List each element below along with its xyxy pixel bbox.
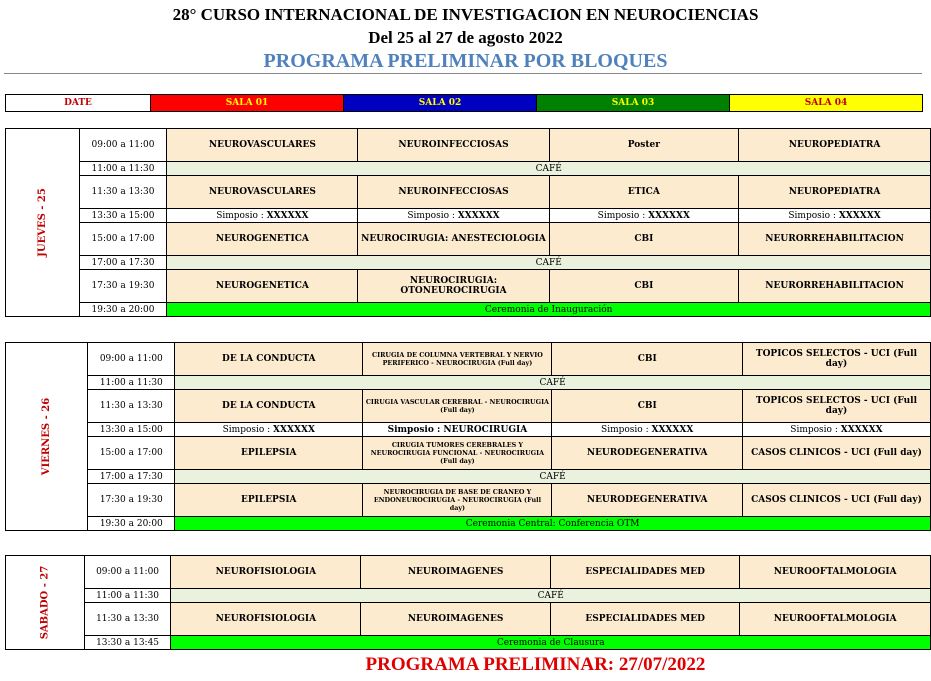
schedule-row	[6, 423, 931, 437]
session-sala-04: NEUROOFTALMOLOGIA	[740, 556, 931, 589]
symposium-topic: XXXXXX	[838, 210, 881, 221]
session-sala-04: TOPICOS SELECTOS - UCI (Full day)	[742, 390, 930, 423]
session-sala-04: CASOS CLINICOS - UCI (Full day)	[742, 484, 930, 517]
time-slot: 11:30 a 13:30	[88, 390, 175, 423]
day-block	[5, 555, 931, 650]
day-label	[6, 343, 88, 531]
session-sala-02: CIRUGIA TUMORES CEREBRALES Y NEUROCIRUGIA FUNCIONAL - NEUROCIRUGIA (Full day)	[363, 437, 552, 470]
schedule-row	[6, 343, 931, 376]
session-sala-02: CIRUGIA VASCULAR CEREBRAL - NEUROCIRUGIA (Full day)	[363, 390, 552, 423]
column-header-row	[5, 94, 923, 112]
time-slot: 09:00 a 11:00	[84, 556, 171, 589]
session-sala-03: ETICA	[549, 176, 739, 209]
session-sala-01: NEUROGENETICA	[167, 223, 358, 256]
schedule-row	[6, 437, 931, 470]
schedule-row	[6, 517, 931, 531]
page-title: 28° CURSO INTERNACIONAL DE INVESTIGACION EN NEUROCIENCIAS	[172, 5, 759, 24]
time-slot: 11:00 a 11:30	[88, 376, 175, 390]
session-sala-02: NEUROCIRUGIA: ANESTECIOLOGIA	[358, 223, 549, 256]
coffee-break: CAFÉ	[175, 470, 931, 484]
schedule-row	[6, 636, 931, 650]
schedule-row	[6, 176, 931, 209]
time-slot: 19:30 a 20:00	[79, 303, 167, 317]
symposium-topic: XXXXXX	[266, 210, 309, 221]
time-slot: 13:30 a 15:00	[79, 209, 167, 223]
day-label-text: SABADO - 27	[39, 565, 51, 640]
session-sala-01: NEUROVASCULARES	[167, 176, 358, 209]
day-block	[5, 128, 931, 317]
time-slot: 11:00 a 11:30	[84, 589, 171, 603]
symposium-sala-04	[742, 423, 930, 437]
session-sala-02: NEUROINFECCIOSAS	[358, 129, 549, 162]
session-sala-03: NEURODEGENERATIVA	[552, 437, 742, 470]
ceremony: Ceremonia de Inauguración	[167, 303, 931, 317]
header-date: DATE	[6, 95, 151, 112]
title-divider	[4, 73, 922, 74]
symposium-sala-04	[739, 209, 931, 223]
symposium-sala-03	[552, 423, 742, 437]
day-label	[6, 129, 80, 317]
schedule-row	[6, 556, 931, 589]
header-sala-01: SALA 01	[151, 95, 344, 112]
session-sala-01: NEUROVASCULARES	[167, 129, 358, 162]
schedule-row	[6, 589, 931, 603]
session-sala-02: NEUROINFECCIOSAS	[358, 176, 549, 209]
symposium-sala-01	[175, 423, 363, 437]
footer-note: PROGRAMA PRELIMINAR: 27/07/2022	[365, 654, 706, 675]
day-label-text: JUEVES - 25	[36, 188, 48, 257]
session-sala-01: EPILEPSIA	[175, 437, 363, 470]
session-sala-01: NEUROGENETICA	[167, 270, 358, 303]
coffee-break: CAFÉ	[171, 589, 931, 603]
event-dates: Del 25 al 27 de agosto 2022	[368, 28, 563, 47]
schedule-row	[6, 162, 931, 176]
header-sala-04: SALA 04	[730, 95, 923, 112]
symposium-topic: XXXXXX	[273, 424, 315, 435]
coffee-break: CAFÉ	[175, 376, 931, 390]
schedule-row	[6, 303, 931, 317]
schedule-row	[6, 223, 931, 256]
time-slot: 11:00 a 11:30	[79, 162, 167, 176]
session-sala-03: CBI	[552, 343, 742, 376]
symposium-sala-02	[363, 423, 552, 437]
session-sala-04: NEUROOFTALMOLOGIA	[740, 603, 931, 636]
schedule-row	[6, 209, 931, 223]
time-slot: 17:30 a 19:30	[88, 484, 175, 517]
symposium-label: Simposio :	[222, 424, 274, 435]
session-sala-03: CBI	[549, 270, 739, 303]
schedule-row	[6, 603, 931, 636]
time-slot: 09:00 a 11:00	[79, 129, 167, 162]
time-slot: 19:30 a 20:00	[88, 517, 175, 531]
time-slot: 13:30 a 13:45	[84, 636, 171, 650]
session-sala-02: NEUROCIRUGIA DE BASE DE CRANEO Y ENDONEUROCIRUGIA - NEUROCIRUGIA (Full day)	[363, 484, 552, 517]
time-slot: 11:30 a 13:30	[84, 603, 171, 636]
time-slot: 13:30 a 15:00	[88, 423, 175, 437]
day-block	[5, 342, 931, 531]
symposium-label: Simposio :	[788, 210, 839, 221]
session-sala-04: TOPICOS SELECTOS - UCI (Full day)	[742, 343, 930, 376]
schedule-row	[6, 270, 931, 303]
session-sala-03: NEURODEGENERATIVA	[552, 484, 742, 517]
symposium-label: Simposio :	[601, 424, 652, 435]
ceremony: Ceremonia Central: Conferencia OTM	[175, 517, 931, 531]
time-slot: 17:00 a 17:30	[79, 256, 167, 270]
session-sala-04: NEUROPEDIATRA	[739, 129, 931, 162]
symposium-label: Simposio :	[790, 424, 841, 435]
page-subtitle: PROGRAMA PRELIMINAR POR BLOQUES	[263, 50, 668, 72]
symposium-label: Simposio :	[216, 210, 267, 221]
session-sala-03: ESPECIALIDADES MED	[550, 603, 739, 636]
session-sala-04: NEUROPEDIATRA	[739, 176, 931, 209]
time-slot: 09:00 a 11:00	[88, 343, 175, 376]
schedule-row	[6, 390, 931, 423]
time-slot: 17:30 a 19:30	[79, 270, 167, 303]
symposium-label: Simposio :	[597, 210, 649, 221]
schedule-row	[6, 470, 931, 484]
session-sala-04: NEURORREHABILITACION	[739, 223, 931, 256]
symposium-topic: XXXXXX	[651, 424, 694, 435]
schedule-row	[6, 129, 931, 162]
session-sala-01: NEUROFISIOLOGIA	[171, 603, 361, 636]
session-sala-02: NEUROIMAGENES	[361, 603, 551, 636]
session-sala-01: DE LA CONDUCTA	[175, 343, 363, 376]
schedule-row	[6, 376, 931, 390]
ceremony: Ceremonia de Clausura	[171, 636, 931, 650]
symposium-topic: XXXXXX	[648, 210, 691, 221]
session-sala-04: CASOS CLINICOS - UCI (Full day)	[742, 437, 930, 470]
time-slot: 15:00 a 17:00	[79, 223, 167, 256]
symposium-topic: XXXXXX	[457, 210, 500, 221]
header-sala-02: SALA 02	[344, 95, 537, 112]
schedule-row	[6, 484, 931, 517]
session-sala-01: EPILEPSIA	[175, 484, 363, 517]
session-sala-01: NEUROFISIOLOGIA	[171, 556, 361, 589]
symposium-label: Simposio : NEUROCIRUGIA	[387, 424, 528, 435]
header-sala-03: SALA 03	[537, 95, 730, 112]
coffee-break: CAFÉ	[167, 256, 931, 270]
session-sala-04: NEURORREHABILITACION	[739, 270, 931, 303]
symposium-sala-02	[358, 209, 549, 223]
symposium-topic: XXXXXX	[840, 424, 883, 435]
session-sala-03: CBI	[552, 390, 742, 423]
day-label-text: VIERNES - 26	[41, 397, 53, 476]
symposium-label: Simposio :	[407, 210, 458, 221]
session-sala-01: DE LA CONDUCTA	[175, 390, 363, 423]
session-sala-02: NEUROCIRUGIA: OTONEUROCIRUGIA	[358, 270, 549, 303]
time-slot: 15:00 a 17:00	[88, 437, 175, 470]
day-label	[6, 556, 85, 650]
session-sala-02: NEUROIMAGENES	[361, 556, 551, 589]
session-sala-02: CIRUGIA DE COLUMNA VERTEBRAL Y NERVIO PERIFERICO - NEUROCIRUGIA (Full day)	[363, 343, 552, 376]
schedule-row	[6, 256, 931, 270]
session-sala-03: ESPECIALIDADES MED	[550, 556, 739, 589]
coffee-break: CAFÉ	[167, 162, 931, 176]
time-slot: 17:00 a 17:30	[88, 470, 175, 484]
session-sala-03: Poster	[549, 129, 739, 162]
time-slot: 11:30 a 13:30	[79, 176, 167, 209]
symposium-sala-01	[167, 209, 358, 223]
session-sala-03: CBI	[549, 223, 739, 256]
symposium-sala-03	[549, 209, 739, 223]
